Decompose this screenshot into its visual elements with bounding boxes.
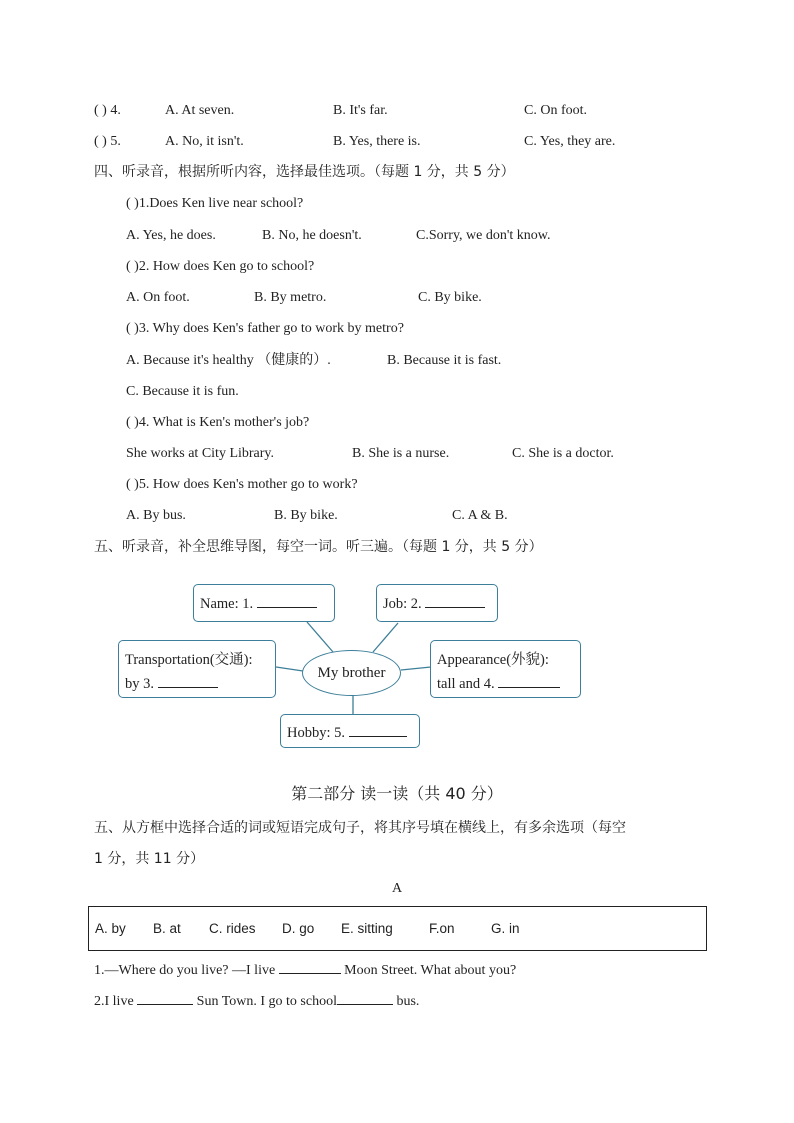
s4-q5-option-b: B. By bike.: [274, 508, 338, 523]
blank-4[interactable]: [498, 673, 560, 688]
mind-map-name-box: [193, 584, 335, 622]
sentence-2-blank-2[interactable]: [337, 990, 393, 1005]
sentence-2-part-2: Sun Town. I go to school: [196, 994, 337, 1009]
s4-q4-option-a: She works at City Library.: [126, 446, 275, 461]
mind-map-job-box: [376, 584, 498, 622]
s4-q2-option-c: C. By bike.: [418, 290, 482, 305]
word-option-g: G. in: [491, 921, 520, 936]
connector-appearance: [401, 667, 431, 670]
word-option-f: F.on: [429, 921, 455, 936]
s4-q2-option-b: B. By metro.: [254, 290, 327, 305]
part-2-heading-line-2: 1 分，共 11 分）: [94, 851, 205, 867]
s4-q1-option-b: B. No, he doesn't.: [262, 228, 362, 243]
part-2-sub-a: A: [391, 881, 403, 896]
hobby-label: Hobby: 5.: [287, 725, 345, 741]
question-5-option-b: B. Yes, there is.: [333, 134, 421, 149]
word-option-d: D. go: [282, 921, 315, 936]
sentence-1: [94, 959, 516, 980]
s4-q4-stem: ( )4. What is Ken's mother's job?: [126, 415, 310, 430]
part-2-heading-line-1: 五、从方框中选择合适的词或短语完成句子，将其序号填在横线上，有多余选项（每空: [94, 820, 626, 836]
blank-1[interactable]: [257, 593, 317, 608]
mind-map-appearance-box: [430, 640, 581, 698]
appearance-tall-label: tall and 4.: [437, 676, 495, 692]
blank-2[interactable]: [425, 593, 485, 608]
s4-q1-option-c: C.Sorry, we don't know.: [416, 228, 551, 243]
s4-q5-stem: ( )5. How does Ken's mother go to work?: [126, 477, 358, 492]
mind-map-hobby-box: [280, 714, 420, 748]
blank-3[interactable]: [158, 673, 218, 688]
s4-q3-option-a: A. Because it's healthy （健康的）.: [126, 353, 331, 368]
sentence-2-part-1: 2.I live: [94, 994, 134, 1009]
sentence-1-part-1: 1.—Where do you live? —I live: [94, 963, 276, 978]
word-option-a: A. by: [95, 921, 126, 936]
sentence-2-part-3: bus.: [396, 994, 420, 1009]
question-4-option-a: A. At seven.: [165, 103, 235, 118]
question-4-number: ( ) 4.: [94, 103, 121, 118]
mind-map-center: My brother: [302, 650, 401, 696]
s4-q1-option-a: A. Yes, he does.: [126, 228, 216, 243]
question-4-option-c: C. On foot.: [524, 103, 587, 118]
sentence-1-blank[interactable]: [279, 959, 341, 974]
word-option-e: E. sitting: [341, 921, 393, 936]
word-option-b: B. at: [153, 921, 181, 936]
connector-name: [307, 622, 333, 652]
s4-q4-option-c: C. She is a doctor.: [512, 446, 614, 461]
transport-by-label: by 3.: [125, 676, 154, 692]
s4-q1-stem: ( )1.Does Ken live near school?: [126, 196, 304, 211]
sentence-2: [94, 990, 419, 1011]
sentence-1-part-2: Moon Street. What about you?: [344, 963, 517, 978]
s4-q2-stem: ( )2. How does Ken go to school?: [126, 259, 315, 274]
section-5-heading: 五、听录音，补全思维导图，每空一词。听三遍。（每题 1 分，共 5 分）: [94, 539, 543, 555]
mind-map-transport-box: [118, 640, 276, 698]
word-bank-box: [88, 906, 707, 951]
question-5-option-c: C. Yes, they are.: [524, 134, 616, 149]
word-option-c: C. rides: [209, 921, 256, 936]
appearance-label: Appearance(外貌):: [437, 652, 549, 668]
s4-q3-option-c: C. Because it is fun.: [126, 384, 239, 399]
s4-q3-option-b: B. Because it is fast.: [387, 353, 502, 368]
s4-q5-option-c: C. A & B.: [452, 508, 508, 523]
question-5-option-a: A. No, it isn't.: [165, 134, 244, 149]
sentence-2-blank-1[interactable]: [137, 990, 193, 1005]
s4-q5-option-a: A. By bus.: [126, 508, 186, 523]
connector-transport: [276, 667, 303, 671]
section-4-heading: 四、听录音，根据所听内容，选择最佳选项。（每题 1 分，共 5 分）: [94, 164, 515, 180]
job-label: Job: 2.: [383, 596, 422, 612]
s4-q4-option-b: B. She is a nurse.: [352, 446, 450, 461]
s4-q3-stem: ( )3. Why does Ken's father go to work by metro?: [126, 321, 404, 336]
question-4-option-b: B. It's far.: [333, 103, 388, 118]
transport-label: Transportation(交通):: [125, 652, 253, 668]
connector-job: [373, 623, 398, 652]
part-2-title: 第二部分 读一读（共 40 分）: [291, 784, 503, 803]
s4-q2-option-a: A. On foot.: [126, 290, 190, 305]
blank-5[interactable]: [349, 722, 407, 737]
question-5-number: ( ) 5.: [94, 134, 121, 149]
name-label: Name: 1.: [200, 596, 254, 612]
